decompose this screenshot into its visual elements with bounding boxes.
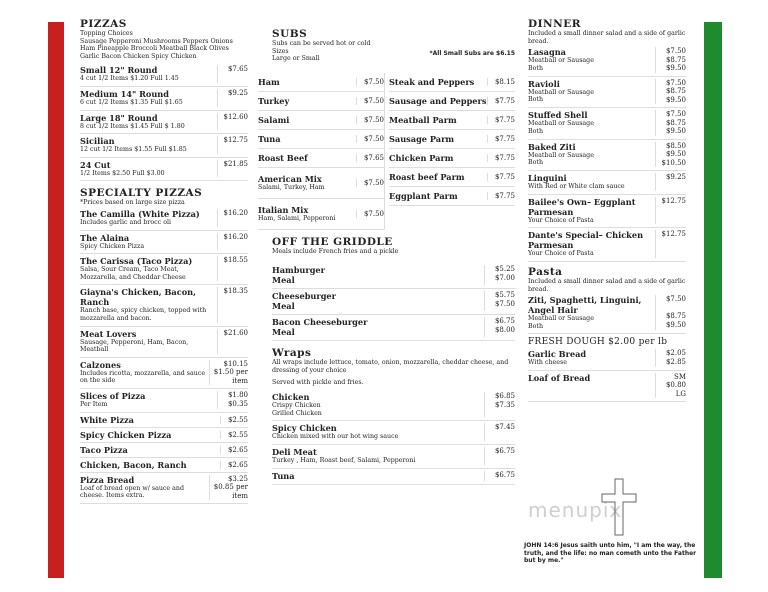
- item-price: $7.75: [487, 154, 515, 162]
- sub-item: [258, 149, 384, 168]
- item-price: $7.65: [356, 154, 384, 162]
- item-price: $2.55: [220, 416, 248, 424]
- item-name: Dante's Special– Chicken Parmesan: [528, 230, 644, 251]
- slice-item: [80, 443, 248, 458]
- griddle-title: OFF THE GRIDDLE: [272, 235, 393, 248]
- item-name: Stuffed Shell: [528, 110, 588, 121]
- item-price: $7.75: [487, 116, 515, 124]
- dinner-title: DINNER: [528, 18, 581, 30]
- item-name: 24 Cut: [80, 159, 111, 170]
- item-price: $7.45: [484, 423, 515, 441]
- item-price: $6.75: [484, 447, 515, 465]
- item-price: $12.75: [217, 136, 248, 154]
- item-price: $7.50 $8.75 $9.50: [655, 79, 686, 105]
- sub-item: [258, 111, 384, 130]
- item-description: 4 cut 1/2 Items $1.20 Full 1.45: [80, 75, 179, 83]
- specialty-item: [80, 358, 248, 390]
- specialty-title: SPECIALTY PIZZAS: [80, 187, 203, 200]
- item-name: Small 12" Round: [80, 65, 158, 76]
- sub-item: [389, 130, 515, 149]
- item-price: $12.60: [217, 113, 248, 131]
- item-name: Calzones: [80, 359, 121, 370]
- item-name: Pizza Bread: [80, 474, 135, 485]
- dough-item: [528, 347, 686, 371]
- sub-item: [389, 92, 515, 111]
- specialty-item: [80, 231, 248, 255]
- item-name: American Mix: [258, 173, 322, 184]
- item-name: Salami: [258, 114, 290, 125]
- subs-sizes: Sizes Large or Small: [272, 47, 320, 63]
- item-price: $7.65: [217, 65, 248, 83]
- item-name: Sausage and Peppers: [389, 95, 487, 106]
- pizza-item: [80, 87, 248, 111]
- sub-item: [389, 73, 515, 92]
- item-name: Roast Beef: [258, 152, 308, 163]
- item-description: Spicy Chicken Pizza: [80, 242, 145, 250]
- item-name: Tuna: [258, 133, 281, 144]
- sub-item: [389, 111, 515, 130]
- item-name: Tuna: [272, 470, 295, 481]
- pasta-title: Pasta: [528, 265, 563, 278]
- item-description: 12 cut 1/2 Items $1.55 Full $1.85: [80, 146, 187, 154]
- dough-title: FRESH DOUGH $2.00 per lb: [528, 337, 668, 348]
- item-description: Your Choice of Pasta: [528, 250, 594, 258]
- item-description: Turkey , Ham, Roast beef, Salami, Pepperoni: [272, 456, 416, 464]
- item-price: $12.75: [655, 197, 686, 225]
- item-name: Lasagna: [528, 47, 566, 58]
- item-name: Roast beef Parm: [389, 171, 465, 182]
- item-price: $7.50 $8.75 $9.50: [655, 110, 686, 136]
- item-price: $9.25: [217, 89, 248, 107]
- watermark: menupix: [528, 498, 623, 522]
- toppings-title: Topping Choices: [80, 30, 133, 37]
- green-stripe: [704, 22, 722, 578]
- cross-icon: [601, 478, 637, 536]
- item-price: $7.75: [487, 192, 515, 200]
- item-description: Sausage, Pepperoni, Ham, Bacon, Meatball: [80, 338, 189, 354]
- item-name: Linguini: [528, 173, 567, 184]
- item-price: $21.85: [217, 160, 248, 178]
- pizza-column: [80, 18, 248, 504]
- item-price: $6.75 $8.00: [484, 317, 515, 337]
- item-description: Salsa, Sour Cream, Taco Meat, Mozzarella, and Cheddar Cheese: [80, 266, 186, 281]
- item-name: White Pizza: [80, 414, 134, 425]
- item-description: 8 cut 1/2 Items $1.45 Full $ 1.80: [80, 122, 185, 130]
- dinner-item: [528, 228, 686, 262]
- item-price: $7.50: [356, 116, 384, 124]
- sub-item: [258, 130, 384, 149]
- item-price: $5.75 $7.50: [484, 291, 515, 311]
- specialty-item: [80, 207, 248, 231]
- item-price: $8.15: [487, 78, 515, 86]
- item-name: Ziti, Spaghetti, Linguini, Angel Hair: [528, 295, 642, 316]
- item-name: Ravioli: [528, 78, 560, 89]
- item-name: Hamburger Meal: [272, 265, 325, 286]
- sub-item: [389, 187, 515, 206]
- item-name: Sausage Parm: [389, 133, 455, 144]
- item-description: With cheese: [528, 359, 567, 367]
- item-description: Meatball or Sausage Both: [528, 120, 594, 135]
- item-name: Spicy Chicken: [272, 423, 337, 434]
- item-name: Taco Pizza: [80, 444, 128, 455]
- wrap-item: [272, 469, 515, 485]
- pizza-item: [80, 134, 248, 158]
- item-name: Chicken, Bacon, Ranch: [80, 459, 187, 470]
- pizza-item: [80, 158, 248, 182]
- item-name: The Alaina: [80, 232, 130, 243]
- item-price: $7.75: [487, 135, 515, 143]
- wrap-item: [272, 390, 515, 421]
- item-price: $6.75: [484, 471, 515, 481]
- wraps-note: All wraps include lettuce, tomato, onion, mozzarella, cheddar cheese, and dressing of your choice: [272, 359, 509, 374]
- item-price: $6.85 $7.35: [484, 392, 515, 417]
- item-price: $10.15 $1.50 per item: [209, 360, 248, 386]
- wraps-title: Wraps: [272, 347, 312, 360]
- dinner-item: [528, 77, 686, 109]
- wrap-item: [272, 421, 515, 445]
- specialty-item: [80, 254, 248, 285]
- item-name: Meatball Parm: [389, 114, 457, 125]
- item-name: Slices of Pizza: [80, 391, 146, 402]
- dinner-item: [528, 140, 686, 172]
- griddle-item: [272, 315, 515, 341]
- item-name: Large 18" Round: [80, 112, 158, 123]
- red-stripe: [48, 22, 64, 578]
- item-description: Meatball or Sausage Both: [528, 57, 594, 72]
- griddle-item: [272, 263, 515, 289]
- item-price: $12.75: [655, 230, 686, 258]
- bible-verse: JOHN 14:6 Jesus saith unto him, "I am the way, the truth, and the life: no man cometh unto the Father but by me.": [524, 542, 697, 564]
- specialty-item: [80, 327, 248, 358]
- item-name: The Camilla (White Pizza): [80, 208, 200, 219]
- item-price: $7.50: [356, 135, 384, 143]
- item-description: Meatball or Sausage Both: [528, 151, 594, 167]
- item-price: $7.50 $8.75 $9.50: [655, 47, 686, 73]
- dinner-item: [528, 171, 686, 195]
- item-description: With Red or White clam sauce: [528, 183, 625, 191]
- item-description: 1/2 Items $2.50 Full $3.00: [80, 169, 165, 177]
- item-description: 6 cut 1/2 Items $1.35 Full $1.65: [80, 98, 183, 106]
- item-price: $7.50 $8.75 $9.50: [655, 295, 686, 330]
- item-description: Crispy Chicken Grilled Chicken: [272, 402, 322, 417]
- dinner-item: [528, 195, 686, 229]
- item-price: $7.75: [487, 97, 515, 105]
- item-description: Ham, Salami, Pepperoni: [258, 214, 336, 222]
- item-price: $2.05 $2.85: [655, 349, 686, 367]
- item-price: SM $0.80 LG: [655, 373, 686, 399]
- sub-item: [258, 92, 384, 111]
- pizza-item: [80, 63, 248, 87]
- item-price: $7.50: [356, 179, 384, 187]
- dinner-item: [528, 108, 686, 140]
- item-description: Meatball or Sausage Both: [528, 88, 594, 104]
- item-name: Meat Lovers: [80, 328, 137, 339]
- specialty-note: *Prices based on large size pizza: [80, 199, 185, 207]
- slice-item: [80, 428, 248, 443]
- sub-item: [258, 168, 384, 199]
- item-price: $2.65: [220, 461, 248, 469]
- subs-title: SUBS: [272, 28, 308, 40]
- item-description: Includes garlic and brocc oli: [80, 218, 172, 226]
- item-name: Chicken: [272, 392, 310, 403]
- item-name: Turkey: [258, 95, 290, 106]
- pasta-note: Included a small dinner salad and a side of garlic bread.: [528, 277, 686, 293]
- item-description: Includes ricotta, mozzarella, and sauce on the side: [80, 369, 206, 385]
- item-name: Eggplant Parm: [389, 190, 458, 201]
- item-price: $18.55: [217, 256, 248, 281]
- item-name: Cheeseburger Meal: [272, 291, 336, 312]
- pizza-item: [80, 111, 248, 135]
- item-name: Sicilian: [80, 136, 115, 147]
- wraps-served: Served with pickle and fries.: [272, 378, 364, 386]
- item-price: $7.50: [356, 210, 384, 218]
- item-name: Bailee's Own– Eggplant Parmesan: [528, 196, 636, 217]
- griddle-item: [272, 289, 515, 315]
- item-name: Giayna's Chicken, Bacon, Ranch: [80, 287, 196, 308]
- item-price: $1.80 $0.35: [217, 391, 248, 409]
- item-price: $7.50: [356, 78, 384, 86]
- sub-item: [389, 149, 515, 168]
- item-name: Medium 14" Round: [80, 88, 169, 99]
- item-description: Your Choice of Pasta: [528, 216, 594, 224]
- item-name: Ham: [258, 76, 280, 87]
- dinner-item: [528, 45, 686, 77]
- slice-item: [80, 458, 248, 473]
- subs-note: Subs can be served hot or cold: [272, 40, 371, 47]
- sub-item: [258, 73, 384, 92]
- item-name: Baked Ziti: [528, 141, 576, 152]
- item-price: $2.65: [220, 446, 248, 454]
- griddle-note: Meals include French fries and a pickle: [272, 247, 399, 255]
- item-price: $8.50 $9.50 $10.50: [655, 142, 686, 168]
- item-description: Ranch base, spicy chicken, topped with mozzarella and bacon.: [80, 307, 207, 322]
- item-name: The Carissa (Taco Pizza): [80, 256, 193, 267]
- item-price: $18.35: [217, 287, 248, 322]
- sub-item: [389, 168, 515, 187]
- item-price: $16.20: [217, 233, 248, 251]
- item-description: Salami, Turkey, Ham: [258, 183, 325, 191]
- item-price: $9.25: [655, 173, 686, 191]
- item-price: $3.25 $0.85 per item: [209, 475, 248, 501]
- small-subs-note: *All Small Subs are $6.15: [429, 50, 515, 57]
- item-name: Garlic Bread: [528, 349, 587, 360]
- item-price: $2.55: [220, 431, 248, 439]
- item-name: Deli Meat: [272, 446, 317, 457]
- item-price: $7.50: [356, 97, 384, 105]
- item-price: $5.25 $7.00: [484, 265, 515, 285]
- sub-item: [258, 199, 384, 230]
- pizzas-title: PIZZAS: [80, 18, 127, 30]
- item-price: $16.20: [217, 209, 248, 227]
- wrap-item: [272, 445, 515, 469]
- item-description: Per Item: [80, 401, 108, 409]
- item-name: Chicken Parm: [389, 152, 454, 163]
- pasta-item: [528, 293, 686, 334]
- dinner-column: [528, 18, 686, 402]
- item-name: Spicy Chicken Pizza: [80, 429, 172, 440]
- item-description: Meatball or Sausage Both: [528, 315, 594, 330]
- item-name: Steak and Peppers: [389, 76, 475, 87]
- pizza-bread-item: [80, 473, 248, 505]
- item-price: $21.60: [217, 329, 248, 354]
- item-name: Loaf of Bread: [528, 372, 591, 383]
- specialty-item: [80, 389, 248, 413]
- specialty-item: [80, 285, 248, 326]
- item-price: $7.75: [487, 173, 515, 181]
- item-description: Chicken mixed with our hot wing sauce: [272, 433, 399, 441]
- item-description: Loaf of bread open w/ sauce and cheese. Items extra.: [80, 484, 184, 500]
- item-name: Bacon Cheeseburger Meal: [272, 317, 368, 338]
- toppings-list: Sausage Pepperoni Mushrooms Peppers Onions Ham Pineapple Broccoli Meatball Black Olives Garlic Bacon Chicken Spicy Chicken: [80, 37, 233, 60]
- dough-item: [528, 371, 686, 403]
- subs-column: [258, 18, 515, 485]
- slice-item: [80, 413, 248, 428]
- dinner-note: Included a small dinner salad and a side of garlic bread.: [528, 30, 686, 45]
- item-name: Italian Mix: [258, 204, 309, 215]
